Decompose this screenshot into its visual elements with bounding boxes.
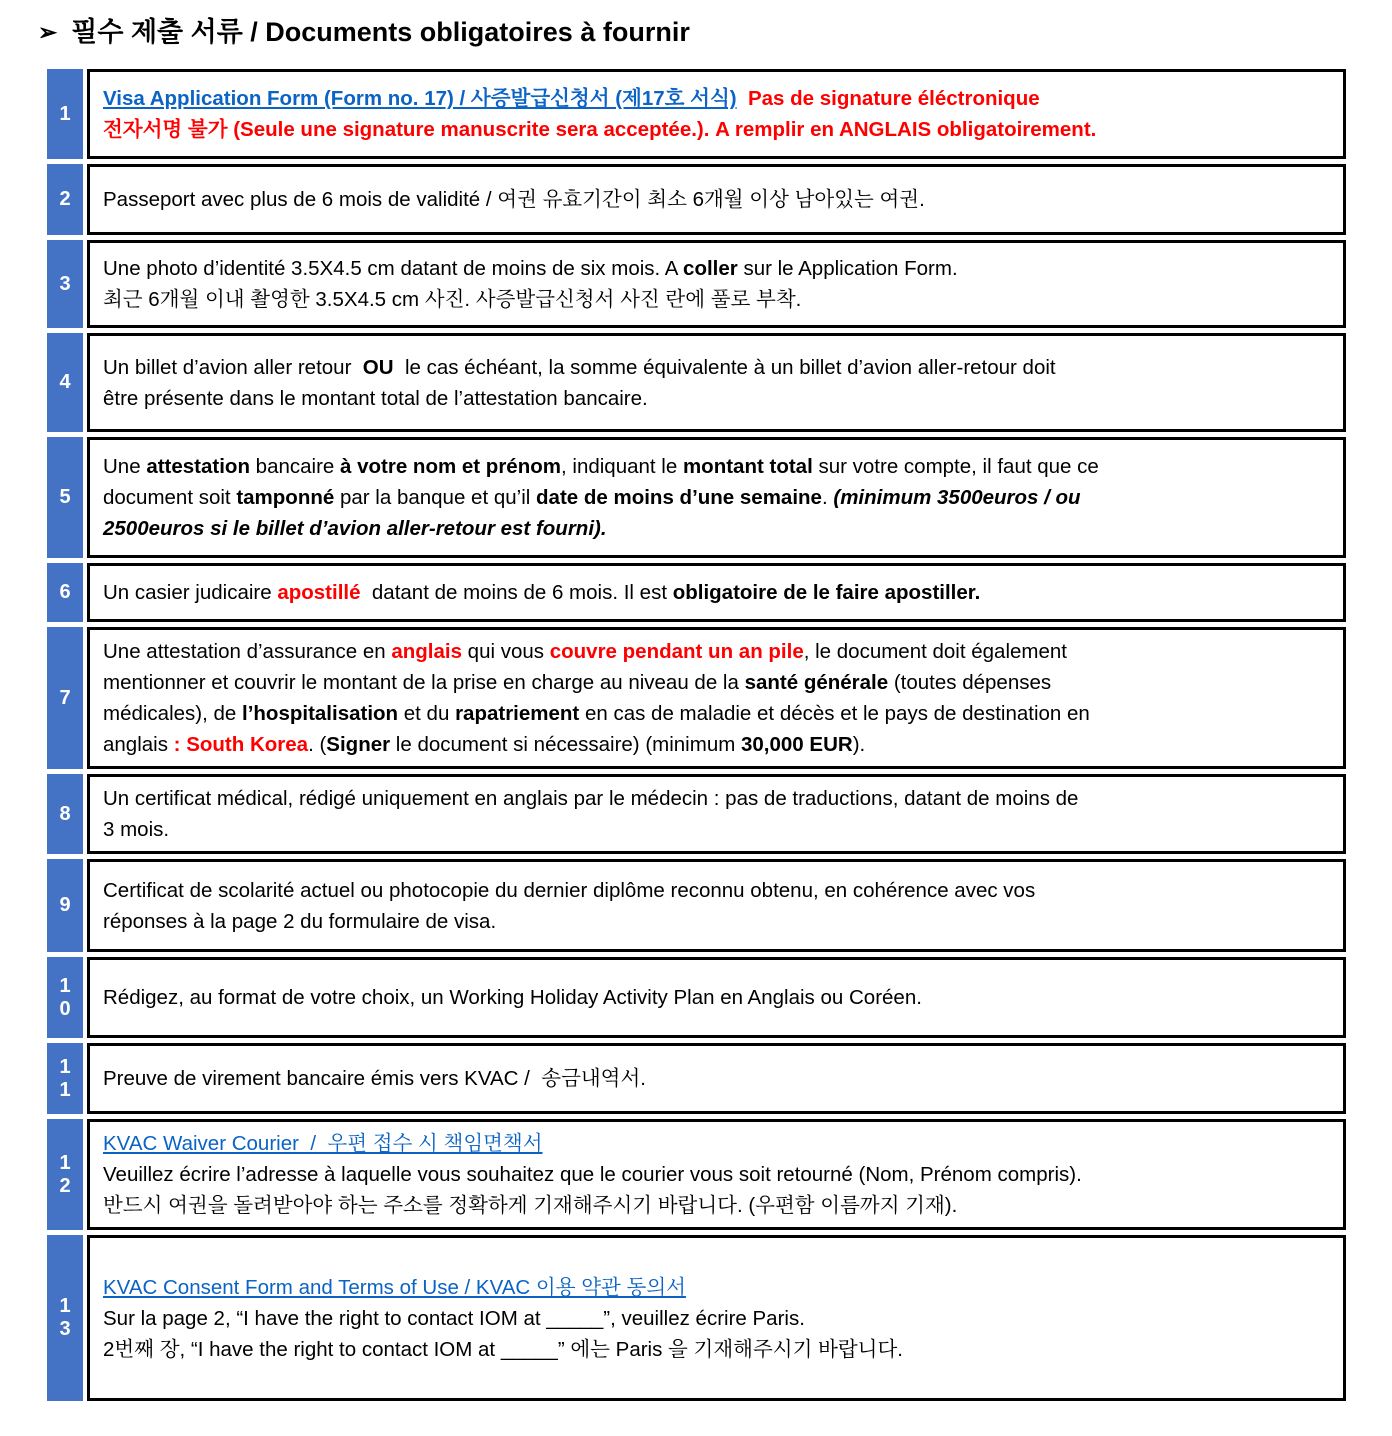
text-line bbox=[103, 184, 1330, 215]
row-content bbox=[87, 957, 1346, 1038]
row-number-cell bbox=[47, 774, 83, 854]
row-number-cell bbox=[47, 1119, 83, 1230]
row-number: 5 bbox=[59, 486, 71, 508]
text-line bbox=[103, 982, 1330, 1013]
row-content bbox=[87, 1235, 1346, 1401]
row-number: 8 bbox=[59, 802, 71, 825]
row-content bbox=[87, 240, 1346, 328]
text-line bbox=[103, 253, 1330, 284]
text-segment: Sur la page 2, “I have the right to contact IOM at _____”, veuillez écrire Paris. bbox=[103, 1306, 805, 1330]
text-line bbox=[103, 352, 1330, 383]
row-number-cell bbox=[47, 240, 83, 328]
text-segment: qui vous bbox=[461, 640, 550, 663]
text-segment: , le document doit également bbox=[803, 640, 1067, 663]
text-segment: 2500euros si le billet d’avion aller-retour est fourni). bbox=[103, 517, 607, 540]
row-number: 2 bbox=[59, 188, 71, 210]
table-row bbox=[47, 1235, 1392, 1401]
text-segment: attestation bbox=[146, 455, 250, 478]
row-number: 6 bbox=[59, 581, 71, 603]
row-number: 12 bbox=[59, 1151, 71, 1197]
text-segment: montant total bbox=[682, 455, 813, 478]
text-segment: Certificat de scolarité actuel ou photocopie du dernier diplôme reconnu obtenu, en cohérence avec vos bbox=[103, 878, 1036, 902]
text-line bbox=[103, 636, 1330, 667]
text-segment: Une attestation d’assurance en bbox=[103, 640, 392, 663]
text-segment: être présente dans le montant total de l’attestation bancaire. bbox=[103, 386, 648, 410]
text-segment: anglais bbox=[103, 733, 174, 756]
text-line bbox=[103, 513, 1330, 544]
row-number: 9 bbox=[59, 894, 71, 916]
text-line bbox=[103, 1334, 1330, 1365]
text-line bbox=[103, 284, 1330, 315]
text-segment: tamponné bbox=[236, 486, 335, 509]
table-row bbox=[47, 859, 1392, 952]
table-row bbox=[47, 627, 1392, 769]
kvac-waiver-courier-link[interactable]: KVAC Waiver Courier / 우편 접수 시 책임면책서 bbox=[103, 1132, 543, 1155]
text-line bbox=[103, 1303, 1330, 1334]
text-segment: Une bbox=[103, 455, 147, 478]
text-line bbox=[103, 814, 1330, 845]
row-number-cell bbox=[47, 1043, 83, 1114]
page-title-text: 필수 제출 서류 / Documents obligatoires à fournir bbox=[71, 17, 690, 47]
table-row bbox=[47, 437, 1392, 558]
row-content bbox=[87, 333, 1346, 432]
text-segment: apostillé bbox=[277, 581, 361, 604]
text-segment: santé générale bbox=[744, 671, 889, 694]
text-line bbox=[103, 667, 1330, 698]
text-segment: à votre nom et prénom bbox=[340, 455, 561, 478]
text-segment: en cas de maladie et décès et le pays de destination en bbox=[579, 702, 1090, 725]
row-number: 10 bbox=[59, 974, 71, 1020]
page-title bbox=[38, 10, 1392, 49]
table-row bbox=[47, 240, 1392, 328]
text-segment: Preuve de virement bancaire émis vers KVAC / 송금내역서. bbox=[103, 1067, 646, 1090]
text-line bbox=[103, 114, 1330, 145]
text-segment: ). bbox=[852, 733, 866, 756]
text-segment: obligatoire de le faire apostiller. bbox=[672, 581, 981, 604]
text-segment: par la banque et qu’il bbox=[334, 486, 537, 509]
text-segment: document soit bbox=[103, 486, 237, 509]
text-segment: anglais bbox=[391, 640, 462, 663]
table-row bbox=[47, 1119, 1392, 1230]
text-segment: sur le Application Form. bbox=[737, 257, 958, 280]
text-segment: Pas de signature éléctronique bbox=[736, 87, 1040, 110]
text-line bbox=[103, 729, 1330, 760]
text-segment: sur votre compte, il faut que ce bbox=[812, 455, 1099, 478]
text-segment: date de moins d’une semaine bbox=[536, 486, 822, 509]
row-number-cell bbox=[47, 859, 83, 952]
row-number: 1 bbox=[59, 102, 71, 125]
text-segment: 최근 6개월 이내 촬영한 3.5X4.5 cm 사진. 사증발급신청서 사진 란에 풀로 부착. bbox=[103, 288, 802, 311]
row-number-cell bbox=[47, 1235, 83, 1401]
text-segment: bancaire bbox=[249, 455, 340, 478]
text-segment: l’hospitalisation bbox=[242, 702, 399, 725]
text-segment: le cas échéant, la somme équivalente à un billet d’avion aller-retour doit bbox=[393, 355, 1056, 379]
table-row bbox=[47, 69, 1392, 159]
text-segment: réponses à la page 2 du formulaire de visa. bbox=[103, 909, 497, 933]
text-segment: et du bbox=[398, 702, 456, 725]
text-segment: , indiquant le bbox=[561, 455, 683, 478]
row-content bbox=[87, 69, 1346, 159]
row-content bbox=[87, 437, 1346, 558]
text-segment: : South Korea bbox=[173, 733, 309, 756]
text-line bbox=[103, 875, 1330, 906]
text-segment: . bbox=[821, 486, 834, 509]
row-number: 13 bbox=[59, 1295, 71, 1340]
table-row bbox=[47, 563, 1392, 622]
text-segment: 반드시 여권을 돌려받아야 하는 주소를 정확하게 기재해주시기 바랍니다. (우편함 이름까지 기재). bbox=[103, 1194, 958, 1217]
text-segment: Un casier judicaire bbox=[103, 581, 278, 604]
text-line bbox=[103, 482, 1330, 513]
text-line bbox=[103, 451, 1330, 482]
text-segment: Passeport avec plus de 6 mois de validité / 여권 유효기간이 최소 6개월 이상 남아있는 여권. bbox=[103, 188, 925, 211]
text-segment: Une photo d’identité 3.5X4.5 cm datant de moins de six mois. A bbox=[103, 257, 684, 280]
text-segment: Rédigez, au format de votre choix, un Working Holiday Activity Plan en Anglais ou Coréen. bbox=[103, 986, 922, 1009]
text-line bbox=[103, 1159, 1330, 1190]
row-number-cell bbox=[47, 164, 83, 235]
row-content bbox=[87, 164, 1346, 235]
text-line bbox=[103, 83, 1330, 114]
row-number-cell bbox=[47, 957, 83, 1038]
text-line bbox=[103, 698, 1330, 729]
text-segment: Veuillez écrire l’adresse à laquelle vous souhaitez que le courier vous soit retourné (Nom, Prénom compris). bbox=[103, 1163, 1082, 1186]
documents-table bbox=[47, 69, 1392, 1401]
row-number: 7 bbox=[59, 686, 71, 709]
text-segment: mentionner et couvrir le montant de la prise en charge au niveau de la bbox=[103, 671, 745, 694]
text-segment: (minimum 3500euros / ou bbox=[833, 486, 1081, 509]
text-segment: médicales), de bbox=[103, 702, 243, 725]
text-segment: rapatriement bbox=[455, 702, 580, 725]
table-row bbox=[47, 333, 1392, 432]
text-line bbox=[103, 1063, 1330, 1094]
text-segment: couvre pendant un an pile bbox=[549, 640, 804, 663]
row-number-cell bbox=[47, 627, 83, 769]
text-segment: 2번째 장, “I have the right to contact IOM at _____” 에는 Paris 을 기재해주시기 바랍니다. bbox=[103, 1337, 903, 1361]
row-content bbox=[87, 774, 1346, 854]
text-segment: coller bbox=[683, 257, 738, 280]
table-row bbox=[47, 1043, 1392, 1114]
text-segment: Un billet d’avion aller retour bbox=[103, 355, 363, 379]
row-number: 3 bbox=[59, 272, 71, 295]
text-line bbox=[103, 577, 1330, 608]
row-number-cell bbox=[47, 69, 83, 159]
text-line bbox=[103, 1128, 1330, 1159]
text-segment: OU bbox=[362, 355, 394, 379]
row-content bbox=[87, 1043, 1346, 1114]
text-segment: 3 mois. bbox=[103, 818, 170, 841]
row-number-cell bbox=[47, 437, 83, 558]
text-segment: datant de moins de 6 mois. Il est bbox=[360, 581, 673, 604]
row-number-cell bbox=[47, 333, 83, 432]
table-row bbox=[47, 774, 1392, 854]
arrow-bullet-icon: ➢ bbox=[38, 19, 58, 45]
table-row bbox=[47, 164, 1392, 235]
text-line bbox=[103, 1272, 1330, 1303]
text-segment: le document si nécessaire) (minimum bbox=[390, 733, 741, 756]
text-segment: Un certificat médical, rédigé uniquement en anglais par le médecin : pas de traductions, datant de moins de bbox=[103, 787, 1079, 810]
row-number: 11 bbox=[59, 1055, 71, 1101]
text-segment: Signer bbox=[326, 733, 391, 756]
table-row bbox=[47, 957, 1392, 1038]
kvac-consent-form-link[interactable]: KVAC Consent Form and Terms of Use / KVAC 이용 약관 동의서 bbox=[103, 1275, 686, 1299]
text-segment: (toutes dépenses bbox=[888, 671, 1052, 694]
visa-application-form-link[interactable]: Visa Application Form (Form no. 17) / 사증발급신청서 (제17호 서식) bbox=[103, 87, 737, 110]
text-segment: 30,000 EUR bbox=[741, 733, 853, 756]
text-line bbox=[103, 783, 1330, 814]
row-content bbox=[87, 1119, 1346, 1230]
row-number: 4 bbox=[59, 371, 71, 393]
row-content bbox=[87, 859, 1346, 952]
text-line bbox=[103, 1190, 1330, 1221]
row-number-cell bbox=[47, 563, 83, 622]
text-segment: 전자서명 불가 (Seule une signature manuscrite sera acceptée.). A remplir en ANGLAIS obligatoirement. bbox=[103, 118, 1097, 141]
row-content bbox=[87, 627, 1346, 769]
text-line bbox=[103, 906, 1330, 937]
text-line bbox=[103, 383, 1330, 414]
row-content bbox=[87, 563, 1346, 622]
text-segment: . ( bbox=[308, 733, 327, 756]
